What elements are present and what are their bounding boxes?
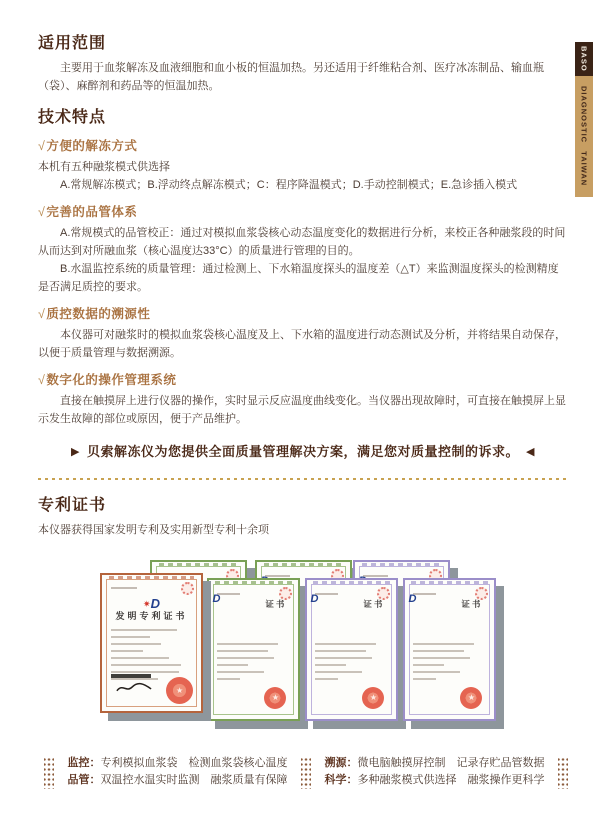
check-icon: √: [38, 307, 46, 321]
footer-right-column: [311, 755, 558, 789]
dotted-divider: [38, 478, 568, 480]
dots-separator-icon: [558, 757, 568, 789]
footer-text: 微电脑触摸屏控制 记录存贮品管数据: [357, 757, 545, 769]
red-seal-icon: ★: [264, 687, 286, 709]
footer-row: [60, 772, 295, 789]
feature-text: 本机有五种融浆模式供选择: [38, 161, 170, 173]
scope-body-text: 主要用于血浆解冻及血液细胞和血小板的恒温加热。另还适用于纤维粘合剂、医疗冰冻制品、输血瓶（袋）、麻醉剂和药品等的恒温加热。: [38, 62, 544, 92]
sipo-logo-icon: D: [408, 592, 417, 605]
arrow-left-icon: ◀: [526, 446, 535, 458]
footer-label: 科学：: [324, 774, 358, 786]
cert-body-text-lines: [315, 643, 388, 680]
patent-certificate: [207, 578, 300, 721]
red-seal-icon: ★: [460, 687, 482, 709]
cert-number-line: [111, 587, 137, 589]
footer-label: 溯源：: [324, 757, 358, 769]
features-section-title: 技术特点: [38, 109, 107, 126]
patents-section-title: 专利证书: [38, 497, 107, 514]
dots-separator-icon: [301, 757, 311, 789]
feature-heading-thaw-modes: [38, 138, 568, 155]
footer-label: 监控：: [67, 757, 101, 769]
feature-summary-footer: [44, 755, 568, 789]
brand-subtitle: DIAGNOSTIC TAIWAN: [575, 76, 593, 197]
cert-title: 发明专利证书: [115, 611, 188, 621]
feature-heading-label: 数字化的操作管理系统: [46, 373, 177, 387]
brand-name: BASO: [575, 42, 593, 76]
slogan-text: 贝索解冻仪为您提供全面质量管理解决方案，满足您对质量控制的诉求。: [86, 444, 519, 459]
arrow-right-icon: ▶: [71, 446, 80, 458]
cert-dark-bar: [111, 674, 151, 678]
dots-separator-icon: [44, 757, 54, 789]
footer-text: 专利模拟血浆袋 检测血浆袋核心温度: [100, 757, 288, 769]
cert-title-fragment: 证书: [265, 599, 287, 610]
patent-certificate: [403, 578, 496, 721]
feature-text: 本仪器可对融浆时的模拟血浆袋核心温度及上、下水箱的温度进行动态测试及分析，并将结果自动保存，以便于质量管理与数据溯源。: [38, 329, 566, 359]
cert-title-fragment: 证书: [461, 599, 483, 610]
cert-number-line: [363, 575, 387, 577]
footer-row: [60, 755, 295, 772]
feature-heading-label: 完善的品管体系: [46, 205, 138, 219]
footer-row: [317, 772, 552, 789]
feature-heading-quality-system: [38, 204, 568, 221]
patent-certificate-main: [100, 573, 203, 713]
footer-text: 双温控水温实时监测 融浆质量有保障: [100, 774, 288, 786]
feature-text: B.水温监控系统的质量管理：通过检测上、下水箱温度探头的温度差（△T）来监测温度探头的检测精度是否满足质控的要求。: [38, 263, 559, 293]
patent-certificates: [38, 553, 568, 745]
sipo-logo-icon: D: [212, 592, 221, 605]
feature-heading-label: 质控数据的溯源性: [46, 307, 151, 321]
feature-heading-traceability: [38, 306, 568, 323]
signature-icon: [115, 681, 153, 695]
cert-body-text-lines: [111, 629, 192, 680]
footer-label: 品管：: [67, 774, 101, 786]
check-icon: √: [38, 205, 46, 219]
brand-tab: [575, 42, 593, 197]
feature-text: A.常规解冻模式；B.浮动终点解冻模式；C：程序降温模式；D.手动控制模式；E.急诊插入模式: [60, 179, 518, 191]
check-icon: √: [38, 373, 46, 387]
cert-title-fragment: 证书: [363, 599, 385, 610]
footer-left-column: [54, 755, 301, 789]
cert-body-text-lines: [217, 643, 290, 680]
quality-slogan: [38, 442, 568, 463]
patents-subtitle: 本仪器获得国家发明专利及实用新型专利十余项: [38, 524, 269, 536]
feature-heading-label: 方便的解冻方式: [46, 139, 138, 153]
feature-heading-digital-operation: [38, 372, 568, 389]
cert-body-text-lines: [413, 643, 486, 680]
feature-text: A.常规模式的品管校正：通过对模拟血浆袋核心动态温度变化的数据进行分析，来校正各种融浆段的时间从而达到对所融血浆（核心温度达33°C）的质量进行管理的目的。: [38, 227, 566, 257]
sipo-logo-icon: D: [310, 592, 319, 605]
patent-certificate: [305, 578, 398, 721]
red-seal-icon: ★: [166, 677, 193, 704]
check-icon: √: [38, 139, 46, 153]
sipo-logo-icon: ✷D: [143, 595, 160, 611]
feature-text: 直接在触摸屏上进行仪器的操作，实时显示反应温度曲线变化。当仪器出现故障时，可直接在触摸屏上显示发生故障的部位或原因，便于产品维护。: [38, 395, 566, 425]
red-seal-icon: ★: [362, 687, 384, 709]
footer-row: [317, 755, 552, 772]
scope-section-title: 适用范围: [38, 35, 107, 52]
rosette-stamp-icon: [181, 582, 194, 595]
footer-text: 多种融浆模式供选择 融浆操作更科学: [357, 774, 545, 786]
cert-number-line: [265, 575, 289, 577]
